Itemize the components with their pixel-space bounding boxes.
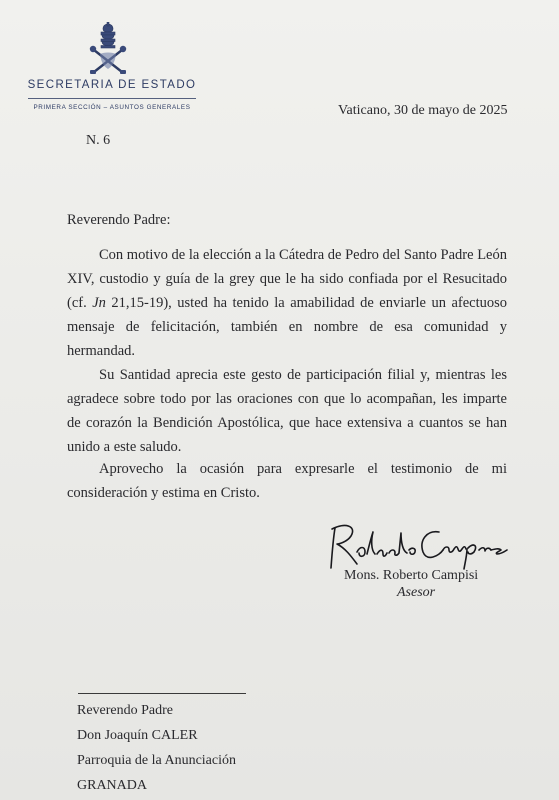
body-paragraph-2: Su Santidad aprecia este gesto de participación filial y, mientras les agradece sobre todo por las oraciones con que lo acompañan, les imparte de corazón la Bendición Apostólica, que hace extensiva a cuantos se han unido a este saludo. bbox=[67, 367, 507, 455]
reference-number: N. 6 bbox=[86, 133, 111, 148]
signer-role: Asesor bbox=[397, 585, 436, 600]
recipient-line: Don Joaquín CALER bbox=[77, 728, 198, 743]
papal-crest-icon bbox=[86, 22, 130, 76]
paragraph-1-text-a: Con motivo de la elección a la Cátedra de Pedro del Santo Padre León XIV, custodio y guía de la grey que le ha sido confiada por el Resucitado (cf. bbox=[67, 247, 507, 311]
recipient-line: GRANADA bbox=[77, 778, 147, 793]
letterhead-divider bbox=[28, 98, 196, 99]
salutation: Reverendo Padre: bbox=[67, 212, 171, 228]
place-date: Vaticano, 30 de mayo de 2025 bbox=[338, 103, 508, 118]
organization-name: SECRETARIA DE ESTADO bbox=[27, 79, 197, 91]
paragraph-1-text-b: 21,15-19), usted ha tenido la amabilidad de enviarle un afectuoso mensaje de felicitación, también en nombre de esa comunidad y hermandad. bbox=[67, 295, 507, 359]
signer-name: Mons. Roberto Campisi bbox=[344, 568, 479, 583]
body-paragraph-3: Aprovecho la ocasión para expresarle el testimonio de mi consideración y estima en Cristo. bbox=[67, 461, 507, 501]
body-paragraph-1 bbox=[67, 243, 507, 363]
bible-citation: Jn bbox=[92, 295, 106, 311]
recipient-divider bbox=[78, 693, 246, 694]
handwritten-signature bbox=[327, 520, 517, 572]
recipient-line: Parroquia de la Anunciación bbox=[77, 753, 237, 768]
organization-section: PRIMERA SECCIÓN – ASUNTOS GENERALES bbox=[33, 104, 191, 111]
recipient-line: Reverendo Padre bbox=[77, 703, 174, 718]
